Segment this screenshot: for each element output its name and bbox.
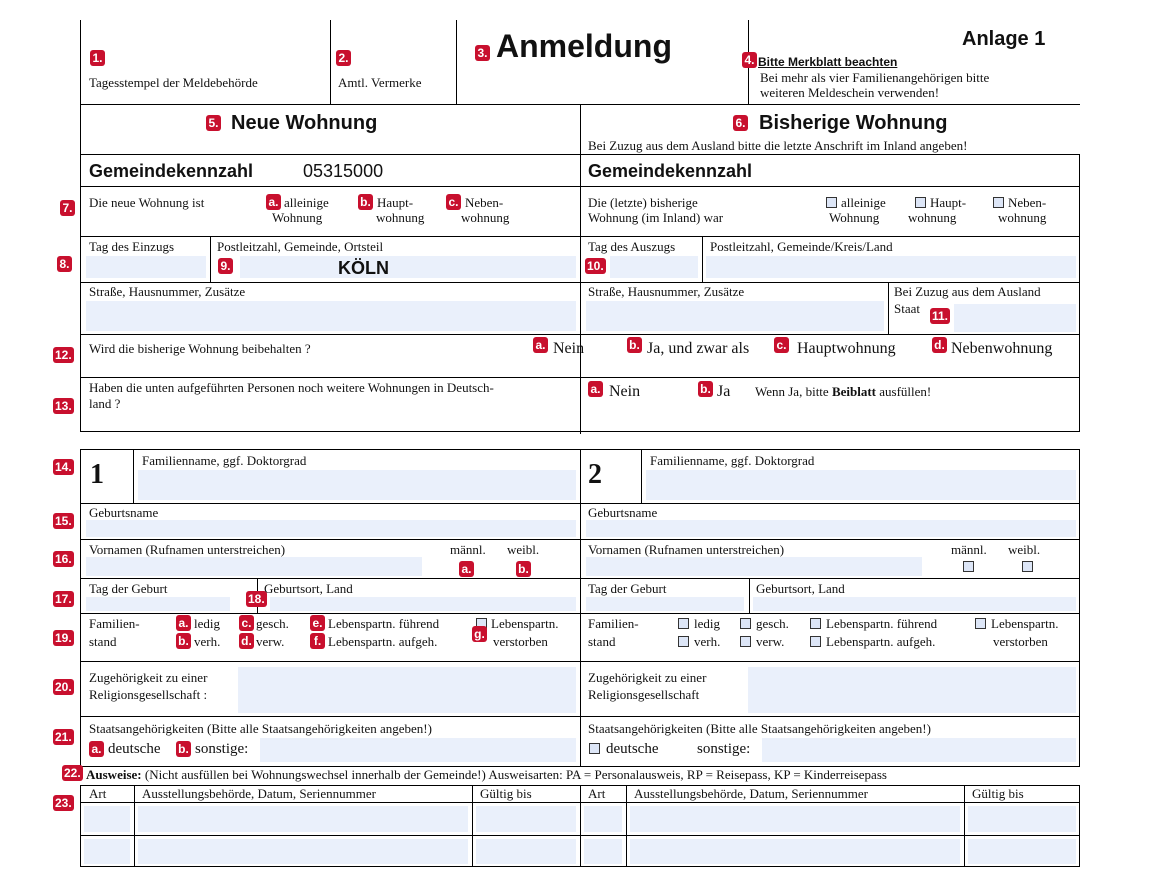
person-2-married: verh. (694, 634, 721, 649)
tag-22: 22. (64, 766, 81, 780)
annex-label: Anlage 1 (962, 28, 1046, 50)
person-1-religion-label-2: Religionsgesellschaft : (89, 687, 208, 702)
tag-11: 11. (932, 309, 949, 323)
person-1-religion-field[interactable] (238, 667, 576, 713)
new-sole-flat: alleinige (284, 195, 329, 210)
tag-21b[interactable]: b. (176, 741, 191, 757)
old-secondary-flat: Neben- (1008, 195, 1047, 210)
person-2-status-label-1: Familien- (588, 616, 639, 631)
person-2-status-label-2: stand (588, 634, 616, 649)
person-2-german-checkbox[interactable] (589, 743, 600, 754)
person-1-female-label: weibl. (507, 542, 540, 557)
tag-19b[interactable]: b. (176, 633, 191, 649)
tag-21: 21. (55, 730, 72, 744)
note-text-1: Bei mehr als vier Familienangehörigen bitte (760, 70, 990, 85)
ids-1-row-2-type[interactable] (84, 839, 130, 864)
person-1-family-name-field[interactable] (138, 470, 576, 500)
person-2-married-checkbox[interactable] (678, 636, 689, 647)
old-main-flat-2: wohnung (908, 210, 957, 225)
person-2-male-label: männl. (951, 542, 987, 557)
q13-yes: Ja (717, 383, 731, 400)
person-2-birth-day-field[interactable] (586, 597, 744, 611)
person-1-other: sonstige: (195, 741, 249, 757)
old-secondary-checkbox[interactable] (993, 197, 1004, 208)
ids-1-col-valid: Gültig bis (480, 786, 532, 801)
tag-1: 1. (90, 50, 105, 66)
new-municipality-value: 05315000 (303, 161, 384, 181)
stamp-label: Tagesstempel der Meldebehörde (89, 75, 258, 90)
q12-secondary: Nebenwohnung (951, 340, 1053, 357)
q13-question-1: Haben die unten aufgeführten Personen noch weitere Wohnungen in Deutsch- (89, 380, 494, 395)
ids-1-row-1-authority[interactable] (138, 806, 468, 832)
move-out-label: Tag des Auszugs (588, 239, 676, 254)
tag-13: 13. (55, 399, 72, 413)
person-2-birth-place-field[interactable] (753, 597, 1076, 611)
person-2-other-field[interactable] (762, 738, 1076, 762)
tag-8: 8. (57, 256, 72, 272)
person-2-religion-label-1: Zugehörigkeit zu einer (588, 670, 707, 685)
old-postcode-label: Postleitzahl, Gemeinde/Kreis/Land (710, 239, 893, 254)
tag-12: 12. (55, 348, 72, 362)
move-in-label: Tag des Einzugs (89, 239, 175, 254)
tag-5: 5. (206, 115, 221, 131)
tag-19d[interactable]: d. (239, 633, 254, 649)
tag-19a[interactable]: a. (176, 615, 191, 631)
old-flat-title: Bisherige Wohnung (759, 112, 948, 134)
state-label: Staat (894, 301, 920, 316)
q12-main: Hauptwohnung (797, 340, 896, 357)
person-2-family-name-label: Familienname, ggf. Doktorgrad (650, 453, 815, 468)
person-1-birth-day-label: Tag der Geburt (89, 581, 168, 596)
old-sole-flat-2: Wohnung (829, 210, 880, 225)
person-2-male-checkbox[interactable] (963, 561, 974, 572)
note-title: Bitte Merkblatt beachten (758, 55, 898, 69)
person-2-lp-dissolved: Lebenspartn. aufgeh. (826, 634, 936, 649)
new-city-field[interactable] (240, 256, 576, 278)
person-2-nationalities-label: Staatsangehörigkeiten (Bitte alle Staatsangehörigkeiten angeben!) (588, 721, 931, 736)
old-municipality-label: Gemeindekennzahl (588, 161, 753, 181)
ids-2-row-2-type[interactable] (584, 839, 622, 864)
person-2-family-name-field[interactable] (646, 470, 1076, 500)
person-2-female-label: weibl. (1008, 542, 1041, 557)
old-secondary-flat-2: wohnung (998, 210, 1047, 225)
official-notes-label: Amtl. Vermerke (338, 75, 422, 90)
tag-4: 4. (742, 52, 757, 68)
state-field[interactable] (954, 304, 1076, 332)
tag-19g[interactable]: g. (472, 626, 487, 642)
person-1-first-names-field[interactable] (86, 557, 422, 576)
ids-2-col-type: Art (588, 786, 606, 801)
person-1-status-label-1: Familien- (89, 616, 140, 631)
tag-19f[interactable]: f. (310, 633, 325, 649)
old-flat-was-label-2: Wohnung (im Inland) war (588, 210, 724, 225)
person-2-divorced: gesch. (756, 616, 789, 631)
person-2-birth-day-label: Tag der Geburt (588, 581, 667, 596)
person-2-birth-name-field[interactable] (586, 520, 1076, 537)
old-main-checkbox[interactable] (915, 197, 926, 208)
tag-12c[interactable]: c. (774, 337, 789, 353)
tag-7: 7. (60, 200, 75, 216)
tag-23: 23. (55, 796, 72, 810)
person-2-single: ledig (694, 616, 720, 631)
q13-no: Nein (609, 383, 641, 400)
old-flat-note: Bei Zuzug aus dem Ausland bitte die letzte Anschrift im Inland angeben! (588, 138, 968, 153)
person-2-lp-dissolved-checkbox[interactable] (810, 636, 821, 647)
person-1-lp-deceased-2: verstorben (493, 634, 548, 649)
q12-yes: Ja, und zwar als (647, 340, 750, 357)
person-1-married: verh. (194, 634, 221, 649)
tag-17: 17. (55, 592, 72, 606)
ids-2-row-2-authority[interactable] (630, 839, 960, 864)
ids-1-col-type: Art (89, 786, 107, 801)
person-2-other: sonstige: (697, 741, 751, 757)
person-1-birth-day-field[interactable] (86, 597, 230, 611)
tag-16a[interactable]: a. (459, 561, 474, 577)
ids-1-row-1-valid[interactable] (476, 806, 576, 832)
move-out-field[interactable] (610, 256, 698, 278)
tag-7b[interactable]: b. (358, 194, 373, 210)
q12-no: Nein (553, 340, 585, 357)
tag-3: 3. (475, 45, 490, 61)
tag-19e[interactable]: e. (310, 615, 325, 631)
person-1-birth-place-field[interactable] (270, 597, 576, 611)
tag-7c[interactable]: c. (446, 194, 461, 210)
ids-1-row-1-type[interactable] (84, 806, 130, 832)
old-street-label: Straße, Hausnummer, Zusätze (588, 284, 745, 299)
tag-10: 10. (587, 259, 604, 273)
ids-1-col-authority: Ausstellungsbehörde, Datum, Seriennummer (142, 786, 376, 801)
person-1-widowed: verw. (256, 634, 285, 649)
new-secondary-flat-2: wohnung (461, 210, 510, 225)
new-sole-flat-2: Wohnung (272, 210, 323, 225)
person-1-family-name-label: Familienname, ggf. Doktorgrad (142, 453, 307, 468)
person-2-religion-field[interactable] (748, 667, 1076, 713)
person-2-female-checkbox[interactable] (1022, 561, 1033, 572)
new-flat-is-label: Die neue Wohnung ist (89, 195, 205, 210)
tag-12d[interactable]: d. (932, 337, 947, 353)
old-main-flat: Haupt- (930, 195, 967, 210)
person-2-divorced-checkbox[interactable] (740, 618, 751, 629)
new-secondary-flat: Neben- (465, 195, 504, 210)
tag-12a[interactable]: a. (533, 337, 548, 353)
tag-14: 14. (55, 460, 72, 474)
tag-18: 18. (248, 592, 265, 606)
new-main-flat: Haupt- (377, 195, 414, 210)
person-2-single-checkbox[interactable] (678, 618, 689, 629)
abroad-label: Bei Zuzug aus dem Ausland (894, 284, 1041, 299)
person-1-male-label: männl. (450, 542, 486, 557)
person-2-birth-place-label: Geburtsort, Land (756, 581, 845, 596)
person-1-first-names-label: Vornamen (Rufnamen unterstreichen) (89, 542, 286, 557)
tag-9: 9. (218, 258, 233, 274)
person-1-religion-label-1: Zugehörigkeit zu einer (89, 670, 208, 685)
person-1-nationalities-label: Staatsangehörigkeiten (Bitte alle Staatsangehörigkeiten angeben!) (89, 721, 432, 736)
old-flat-was-label-1: Die (letzte) bisherige (588, 195, 698, 210)
person-1-lp-active: Lebenspartn. führend (328, 616, 440, 631)
ids-2-col-authority: Ausstellungsbehörde, Datum, Seriennummer (634, 786, 868, 801)
new-flat-title: Neue Wohnung (231, 112, 378, 134)
tag-20: 20. (55, 680, 72, 694)
ids-2-row-1-authority[interactable] (630, 806, 960, 832)
person-1-lp-dissolved: Lebenspartn. aufgeh. (328, 634, 438, 649)
tag-7a[interactable]: a. (266, 194, 281, 210)
person-2-lp-active-checkbox[interactable] (810, 618, 821, 629)
q13-question-2: land ? (89, 396, 121, 411)
ids-2-row-1-valid[interactable] (968, 806, 1076, 832)
move-in-field[interactable] (86, 256, 206, 278)
ids-2-row-2-valid[interactable] (968, 839, 1076, 864)
person-2-lp-deceased-checkbox[interactable] (975, 618, 986, 629)
ids-line: Ausweise: (Nicht ausfüllen bei Wohnungswechsel innerhalb der Gemeinde!) Ausweisarten: PA = Personalausweis, RP = Reisepass, KP = Kinderreisepass (86, 767, 887, 782)
new-municipality-label: Gemeindekennzahl (89, 161, 254, 181)
person-1-single: ledig (194, 616, 220, 631)
person-2-widowed-checkbox[interactable] (740, 636, 751, 647)
tag-15: 15. (55, 514, 72, 528)
person-1-divorced: gesch. (256, 616, 289, 631)
tag-13a[interactable]: a. (588, 381, 603, 397)
ids-1-row-2-valid[interactable] (476, 839, 576, 864)
person-2-number: 2 (588, 459, 602, 490)
person-2-lp-active: Lebenspartn. führend (826, 616, 938, 631)
tag-16b[interactable]: b. (516, 561, 531, 577)
tag-13b[interactable]: b. (698, 381, 713, 397)
old-sole-flat: alleinige (841, 195, 886, 210)
person-1-german: deutsche (108, 741, 161, 757)
tag-6: 6. (733, 115, 748, 131)
tag-12b[interactable]: b. (627, 337, 642, 353)
note-text-2: weiteren Meldeschein verwenden! (760, 85, 940, 100)
old-postcode-field[interactable] (706, 256, 1076, 278)
tag-21a[interactable]: a. (89, 741, 104, 757)
person-2-german: deutsche (606, 741, 659, 757)
ids-1-row-2-authority[interactable] (138, 839, 468, 864)
person-1-birth-place-label: Geburtsort, Land (264, 581, 353, 596)
new-main-flat-2: wohnung (376, 210, 425, 225)
q13-hint: Wenn Ja, bitte Beiblatt ausfüllen! (755, 384, 932, 399)
tag-19c[interactable]: c. (239, 615, 254, 631)
person-2-widowed: verw. (756, 634, 785, 649)
ids-2-col-valid: Gültig bis (972, 786, 1024, 801)
new-street-field[interactable] (86, 301, 576, 331)
tag-16: 16. (55, 552, 72, 566)
person-1-birth-name-field[interactable] (86, 520, 576, 537)
old-sole-checkbox[interactable] (826, 197, 837, 208)
tag-2: 2. (336, 50, 351, 66)
person-1-birth-name-label: Geburtsname (89, 505, 159, 520)
person-2-religion-label-2: Religionsgesellschaft (588, 687, 700, 702)
q12-question: Wird die bisherige Wohnung beibehalten ? (89, 341, 311, 356)
person-1-other-field[interactable] (260, 738, 576, 762)
person-2-birth-name-label: Geburtsname (588, 505, 658, 520)
person-2-first-names-label: Vornamen (Rufnamen unterstreichen) (588, 542, 785, 557)
person-2-first-names-field[interactable] (586, 557, 922, 576)
person-2-lp-deceased-1: Lebenspartn. (991, 616, 1059, 631)
page-title: Anmeldung (496, 28, 672, 64)
tag-19: 19. (55, 631, 72, 645)
old-street-field[interactable] (586, 301, 884, 331)
new-street-label: Straße, Hausnummer, Zusätze (89, 284, 246, 299)
person-1-number: 1 (90, 459, 104, 490)
person-2-lp-deceased-2: verstorben (993, 634, 1048, 649)
ids-2-row-1-type[interactable] (584, 806, 622, 832)
person-1-status-label-2: stand (89, 634, 117, 649)
new-postcode-label: Postleitzahl, Gemeinde, Ortsteil (217, 239, 384, 254)
new-city-value: KÖLN (338, 258, 389, 278)
person-1-lp-deceased-1: Lebenspartn. (491, 616, 559, 631)
